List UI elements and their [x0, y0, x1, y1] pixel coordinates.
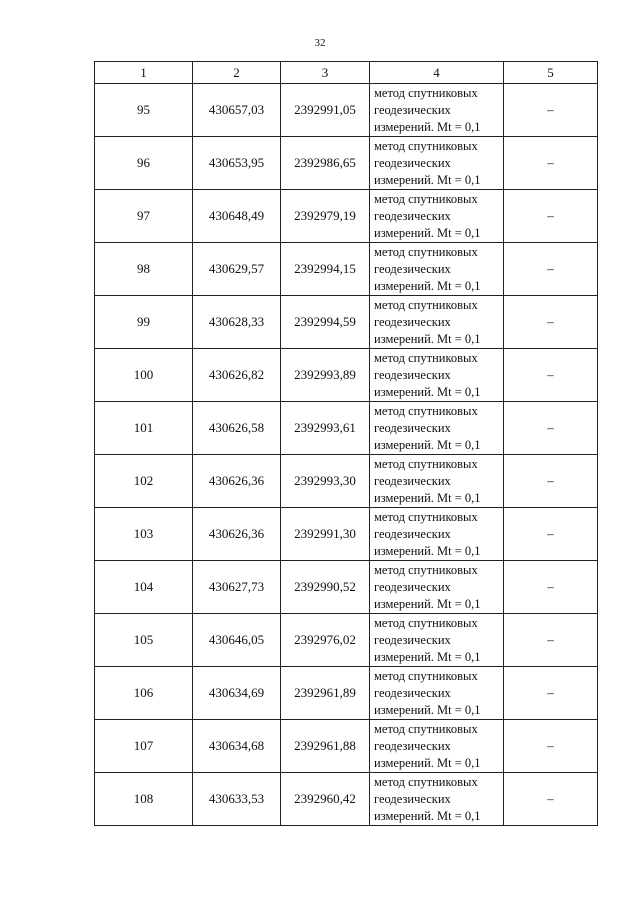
- description: –: [504, 667, 598, 720]
- measurement-method: метод спутниковых геодезических измерений. Mt = 0,1: [370, 296, 504, 349]
- y-coordinate: 2392993,89: [281, 349, 370, 402]
- table-row: [95, 561, 598, 614]
- point-number: 96: [95, 137, 193, 190]
- y-coordinate: 2392961,89: [281, 667, 370, 720]
- x-coordinate: 430634,68: [193, 720, 281, 773]
- x-coordinate: 430648,49: [193, 190, 281, 243]
- description: –: [504, 137, 598, 190]
- x-coordinate: 430653,95: [193, 137, 281, 190]
- header-col-5: 5: [504, 62, 598, 84]
- table-row: [95, 720, 598, 773]
- x-coordinate: 430628,33: [193, 296, 281, 349]
- header-row: [95, 62, 598, 84]
- point-number: 102: [95, 455, 193, 508]
- header-col-2: 2: [193, 62, 281, 84]
- measurement-method: метод спутниковых геодезических измерений. Mt = 0,1: [370, 720, 504, 773]
- point-number: 104: [95, 561, 193, 614]
- point-number: 106: [95, 667, 193, 720]
- table-row: [95, 137, 598, 190]
- table-row: [95, 667, 598, 720]
- table-header: [95, 62, 598, 84]
- x-coordinate: 430626,36: [193, 508, 281, 561]
- y-coordinate: 2392990,52: [281, 561, 370, 614]
- point-number: 101: [95, 402, 193, 455]
- measurement-method: метод спутниковых геодезических измерений. Mt = 0,1: [370, 84, 504, 137]
- description: –: [504, 349, 598, 402]
- measurement-method: метод спутниковых геодезических измерений. Mt = 0,1: [370, 137, 504, 190]
- table-row: [95, 84, 598, 137]
- description: –: [504, 614, 598, 667]
- description: –: [504, 190, 598, 243]
- point-number: 98: [95, 243, 193, 296]
- x-coordinate: 430634,69: [193, 667, 281, 720]
- description: –: [504, 455, 598, 508]
- measurement-method: метод спутниковых геодезических измерений. Mt = 0,1: [370, 455, 504, 508]
- x-coordinate: 430626,58: [193, 402, 281, 455]
- point-number: 95: [95, 84, 193, 137]
- point-number: 105: [95, 614, 193, 667]
- y-coordinate: 2392960,42: [281, 773, 370, 826]
- header-col-1: 1: [95, 62, 193, 84]
- description: –: [504, 243, 598, 296]
- y-coordinate: 2392979,19: [281, 190, 370, 243]
- measurement-method: метод спутниковых геодезических измерений. Mt = 0,1: [370, 508, 504, 561]
- table-row: [95, 455, 598, 508]
- point-number: 103: [95, 508, 193, 561]
- measurement-method: метод спутниковых геодезических измерений. Mt = 0,1: [370, 561, 504, 614]
- point-number: 97: [95, 190, 193, 243]
- measurement-method: метод спутниковых геодезических измерений. Mt = 0,1: [370, 614, 504, 667]
- header-col-4: 4: [370, 62, 504, 84]
- x-coordinate: 430646,05: [193, 614, 281, 667]
- y-coordinate: 2392993,30: [281, 455, 370, 508]
- point-number: 100: [95, 349, 193, 402]
- table-row: [95, 243, 598, 296]
- y-coordinate: 2392961,88: [281, 720, 370, 773]
- table-row: [95, 296, 598, 349]
- y-coordinate: 2392994,15: [281, 243, 370, 296]
- table-row: [95, 614, 598, 667]
- point-number: 107: [95, 720, 193, 773]
- description: –: [504, 720, 598, 773]
- description: –: [504, 402, 598, 455]
- table-row: [95, 773, 598, 826]
- measurement-method: метод спутниковых геодезических измерений. Mt = 0,1: [370, 349, 504, 402]
- x-coordinate: 430629,57: [193, 243, 281, 296]
- x-coordinate: 430626,36: [193, 455, 281, 508]
- coordinates-table: [94, 61, 598, 826]
- y-coordinate: 2392993,61: [281, 402, 370, 455]
- y-coordinate: 2392976,02: [281, 614, 370, 667]
- point-number: 99: [95, 296, 193, 349]
- measurement-method: метод спутниковых геодезических измерений. Mt = 0,1: [370, 773, 504, 826]
- table-row: [95, 190, 598, 243]
- table-row: [95, 402, 598, 455]
- description: –: [504, 773, 598, 826]
- y-coordinate: 2392991,05: [281, 84, 370, 137]
- table-body: [95, 84, 598, 826]
- y-coordinate: 2392991,30: [281, 508, 370, 561]
- y-coordinate: 2392986,65: [281, 137, 370, 190]
- measurement-method: метод спутниковых геодезических измерений. Mt = 0,1: [370, 243, 504, 296]
- measurement-method: метод спутниковых геодезических измерений. Mt = 0,1: [370, 667, 504, 720]
- description: –: [504, 561, 598, 614]
- y-coordinate: 2392994,59: [281, 296, 370, 349]
- table-row: [95, 349, 598, 402]
- description: –: [504, 296, 598, 349]
- measurement-method: метод спутниковых геодезических измерений. Mt = 0,1: [370, 190, 504, 243]
- table-row: [95, 508, 598, 561]
- x-coordinate: 430626,82: [193, 349, 281, 402]
- x-coordinate: 430627,73: [193, 561, 281, 614]
- page-number: 32: [314, 37, 326, 49]
- header-col-3: 3: [281, 62, 370, 84]
- description: –: [504, 508, 598, 561]
- point-number: 108: [95, 773, 193, 826]
- description: –: [504, 84, 598, 137]
- x-coordinate: 430657,03: [193, 84, 281, 137]
- measurement-method: метод спутниковых геодезических измерений. Mt = 0,1: [370, 402, 504, 455]
- x-coordinate: 430633,53: [193, 773, 281, 826]
